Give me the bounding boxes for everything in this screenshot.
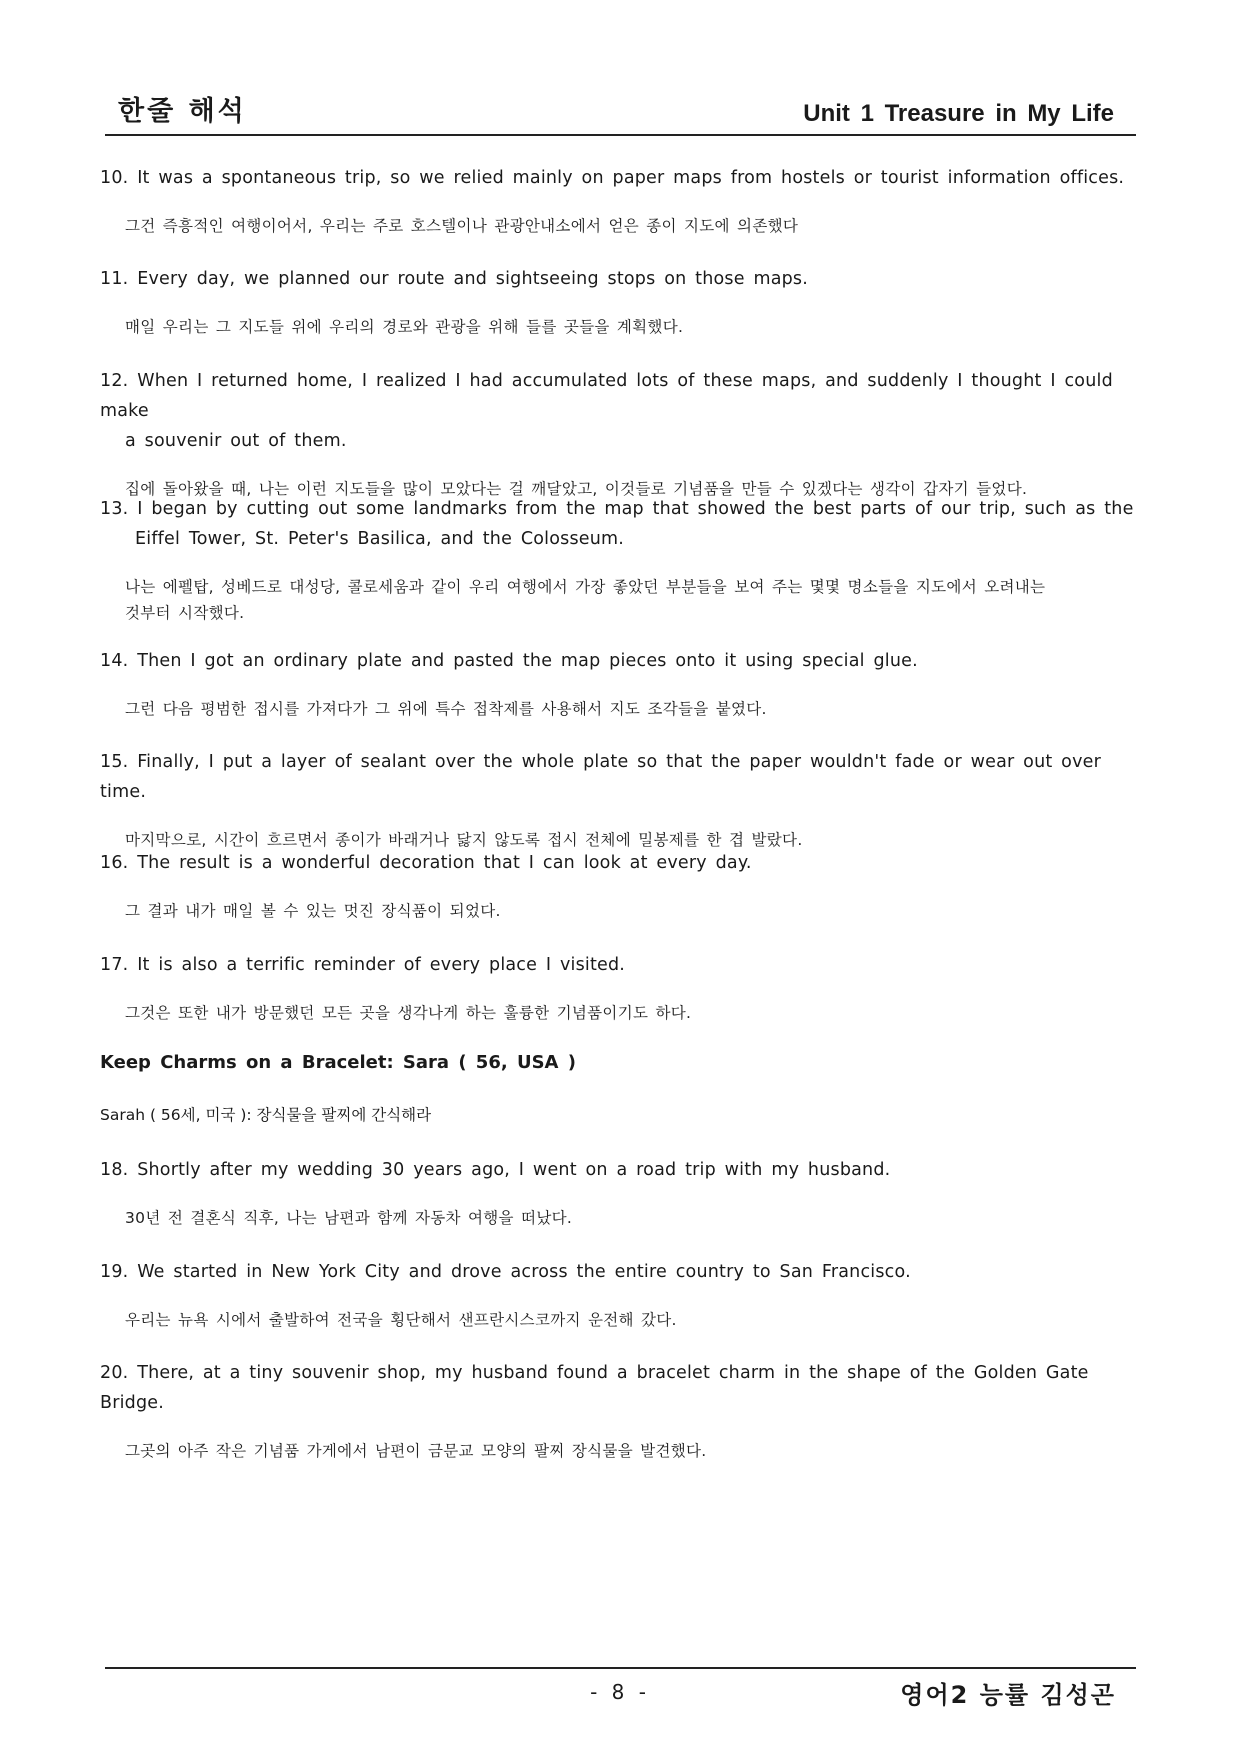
english-sentence — [100, 1257, 1140, 1287]
page-number: - 8 - — [590, 1680, 650, 1704]
english-sentence — [100, 950, 1140, 980]
korean-line-continued: 것부터 시작했다. — [125, 604, 245, 622]
english-sentence — [100, 848, 1140, 878]
korean-translation: 매일 우리는 그 지도들 위에 우리의 경로와 관광을 위해 들를 곳들을 계획했다. — [125, 318, 684, 336]
page-header — [105, 84, 1136, 136]
korean-translation: 그것은 또한 내가 방문했던 모든 곳을 생각나게 하는 훌륭한 기념품이기도 하다. — [125, 1004, 692, 1022]
sentence-item — [100, 264, 1140, 340]
korean-translation: 집에 돌아왔을 때, 나는 이런 지도들을 많이 모았다는 걸 깨달았고, 이것들로 기념품을 만들 수 있겠다는 생각이 갑자기 들었다. — [125, 480, 1028, 498]
english-sentence — [100, 494, 1140, 554]
korean-translation — [100, 574, 1140, 626]
korean-translation: 우리는 뉴욕 시에서 출발하여 전국을 횡단해서 샌프란시스코까지 운전해 갔다. — [125, 1311, 677, 1329]
footer-divider — [105, 1667, 1136, 1669]
english-sentence — [100, 163, 1140, 193]
sentence-item — [100, 1257, 1140, 1333]
english-line: 19. We started in New York City and drove across the entire country to San Francisco. — [100, 1262, 911, 1282]
sentence-item — [100, 163, 1140, 239]
english-line: 14. Then I got an ordinary plate and pasted the map pieces onto it using special glue. — [100, 651, 918, 671]
english-line: 12. When I returned home, I realized I had accumulated lots of these maps, and suddenly I thought I could make — [100, 371, 1113, 421]
sentence-item — [100, 848, 1140, 924]
section-heading — [100, 1052, 1140, 1125]
english-line: 11. Every day, we planned our route and sightseeing stops on those maps. — [100, 269, 809, 289]
header-left-title: 한줄 해석 — [118, 96, 247, 127]
english-sentence — [100, 646, 1140, 676]
section-title: Keep Charms on a Bracelet: Sara ( 56, USA ) — [100, 1052, 576, 1073]
english-line: 17. It is also a terrific reminder of every place I visited. — [100, 955, 626, 975]
sentence-item — [100, 1358, 1140, 1464]
header-unit-title: Unit 1 Treasure in My Life — [803, 100, 1114, 127]
korean-line: 나는 에펠탑, 성베드로 대성당, 콜로세움과 같이 우리 여행에서 가장 좋았던 부분들을 보여 주는 몇몇 명소들을 지도에서 오려내는 — [125, 578, 1046, 596]
korean-translation: 마지막으로, 시간이 흐르면서 종이가 바래거나 닳지 않도록 접시 전체에 밀봉제를 한 겹 발랐다. — [125, 831, 803, 849]
section-subtitle: Sarah ( 56세, 미국 ): 장식물을 팔찌에 간식해라 — [100, 1106, 432, 1124]
english-sentence — [100, 366, 1140, 456]
sentence-item — [100, 950, 1140, 1026]
english-sentence — [100, 1358, 1140, 1418]
sentence-item — [100, 494, 1140, 626]
english-line-continued: Eiffel Tower, St. Peter's Basilica, and the Colosseum. — [135, 529, 625, 549]
english-line: 13. I began by cutting out some landmarks from the map that showed the best parts of our trip, such as the — [100, 499, 1134, 519]
english-line: 10. It was a spontaneous trip, so we relied mainly on paper maps from hostels or tourist information offices. — [100, 168, 1125, 188]
sentence-item — [100, 366, 1140, 502]
english-line: 15. Finally, I put a layer of sealant over the whole plate so that the paper wouldn't fade or wear out over time. — [100, 752, 1102, 802]
english-line: 16. The result is a wonderful decoration that I can look at every day. — [100, 853, 752, 873]
english-line: 20. There, at a tiny souvenir shop, my husband found a bracelet charm in the shape of the Golden Gate Bridge. — [100, 1363, 1089, 1413]
sentence-item — [100, 747, 1140, 853]
sentence-item — [100, 646, 1140, 722]
english-sentence — [100, 747, 1140, 807]
english-line-continued: a souvenir out of them. — [125, 431, 347, 451]
english-line: 18. Shortly after my wedding 30 years ago, I went on a road trip with my husband. — [100, 1160, 891, 1180]
english-sentence — [100, 264, 1140, 294]
korean-translation: 그건 즉흥적인 여행이어서, 우리는 주로 호스텔이나 관광안내소에서 얻은 종이 지도에 의존했다 — [125, 217, 799, 235]
sentence-item — [100, 1155, 1140, 1231]
english-sentence — [100, 1155, 1140, 1185]
korean-translation: 그 결과 내가 매일 볼 수 있는 멋진 장식품이 되었다. — [125, 902, 501, 920]
korean-translation: 그런 다음 평범한 접시를 가져다가 그 위에 특수 접착제를 사용해서 지도 조각들을 붙였다. — [125, 700, 767, 718]
korean-translation: 30년 전 결혼식 직후, 나는 남편과 함께 자동차 여행을 떠났다. — [125, 1209, 573, 1227]
korean-translation: 그곳의 아주 작은 기념품 가게에서 남편이 금문교 모양의 팔찌 장식물을 발견했다. — [125, 1442, 707, 1460]
footer-author: 영어2 능률 김성곤 — [900, 1681, 1116, 1709]
